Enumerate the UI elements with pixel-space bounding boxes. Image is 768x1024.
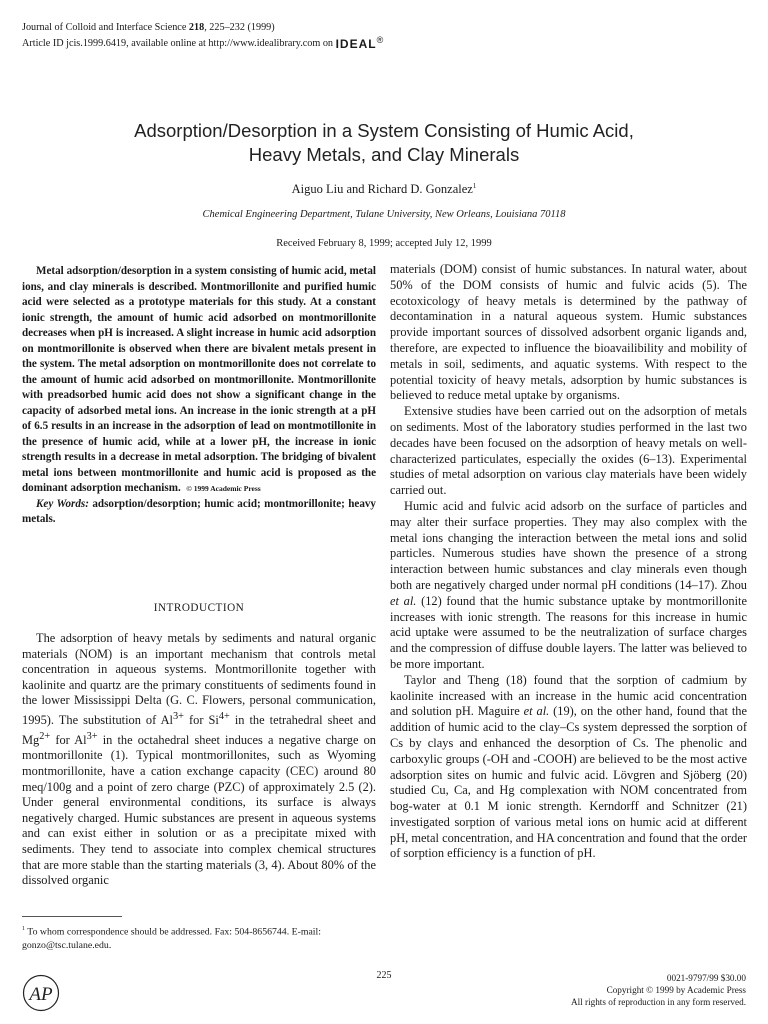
abstract-paragraph (22, 264, 376, 497)
footnote (22, 922, 376, 953)
publisher-copyright: Copyright © 1999 by Academic Press (606, 984, 746, 995)
article-id-line (22, 34, 384, 51)
keywords-label: Key Words: (36, 497, 89, 510)
intro-paragraph-1: The adsorption of heavy metals by sediments and natural organic materials (NOM) is an important mechanism that controls metal concentration in aqueous systems. Montmorillonite together with kaolinite and quartz are the primary constituents of sediments found in the lower Mississippi Delta (G. C. Flowers, personal communication, 1995). The substitution of $Al^{3+}$ for $Si^{4+}$ in the tetrahedral sheet and $Mg^{2+}$ for $Al^{3+}$ in the octahedral sheet induces a negative charge on montmorillonite (1). Typical montmorillonites, such as Wyoming montmorillonite, have a cation exchange capacity (CEC) around 80 meq/100g and a point of zero charge (PZC) of approximately 2.5 (2). Under general environmental conditions, its surface is always negatively charged. Humic substances are present in aqueous systems and can exist either in solution or as a precipitate mixed with sediments. They tend to associate into complex chemical structures that are more stable than the starting materials (3, 4). About 80% of the dissolved organic (22, 631, 376, 888)
left-column-body (22, 631, 376, 889)
ideal-logo-text: IDEAL (335, 37, 377, 51)
footnote-mark: 1 (22, 926, 25, 932)
introduction-heading: INTRODUCTION (153, 602, 245, 614)
copyright-block (571, 973, 746, 1008)
svg-text:AP: AP (29, 984, 53, 1005)
author-names: Aiguo Liu and Richard D. Gonzalez (291, 182, 473, 197)
journal-volume: 218 (188, 22, 205, 33)
right-paragraph-4: Taylor and Theng (18) found that the sorption of cadmium by kaolinite increased with an increase in the humic acid concentration and solution pH. Maguire et al. (19), on the other hand, found that the addition of humic acid to the clay–Cs system depressed the sorption of Cs by clays and enhanced the desorption of Cs. The phenolic and carboxylic groups (-OH and -COOH) are believed to be the most active adsorption sites on humic and fulvic acid. Lövgren and Sjöberg (20) studied Cu, Ca, and Hg complexation with NOM concentrated from bog-water at 0.1 M ionic strength. Kerndorff and Schnitzer (21) investigated sorption of various metal ions on humic acid at different pH, metal concentration, and HA concentration and found that the order of sorption efficiency is a function of pH. (390, 672, 747, 861)
right-paragraph-2: Extensive studies have been carried out on the adsorption of metals on sediments. Most of the laboratory studies performed in the last two decades have been focused on the adsorption of heavy metals on well-characterized particulates, especially the oxides (6–13). Experimental studies of metal adsorption on various clay materials have been widely carried out. (390, 404, 747, 498)
right-paragraph-3: Humic acid and fulvic acid adsorb on the surface of particles and may alter their surface properties. They may also complex with the metal ions changing the interaction between the metal ions and solid particles. Numerous studies have shown the presence of a strong interaction between humic substances and clay minerals even though both are negatively charged under normal pH conditions (14–17). Zhou et al. (12) found that the humic substance uptake by montmorillonite increases with ionic strength. The reasons for this increase in humic acid uptake were assumed to be the neutralization of surface charges and the compression of diffuse double layers. The latter was believed to be more important. (390, 498, 747, 671)
journal-pages: , 225–232 (1999) (204, 22, 275, 33)
keywords (22, 497, 376, 528)
affiliation: Chemical Engineering Department, Tulane University, New Orleans, Louisiana 70118 (202, 209, 566, 220)
issn-price: 0021-9797/99 $30.00 (666, 973, 746, 983)
right-paragraph-1: materials (DOM) consist of humic substances. In natural water, about 50% of the DOM consists of humic and fulvic acids (5). The ecotoxicology of heavy metals is determined by the pathway of decontamination in a natural aqueous system. Humic substances provide important sources of dissolved adsorbent organic ligands and, therefore, are expected to influence the bioavailibility and mobility of metals in soil, sediments, and aquatic systems. With respect to the potential toxicity of heavy metals, adsorption by humic substances is believed to reduce metal uptake by organisms. (390, 262, 747, 403)
article-id-text: Article ID jcis.1999.6419, available online at http://www.idealibrary.com on (22, 38, 336, 49)
ideal-logo (336, 34, 385, 51)
right-column-body (390, 262, 747, 862)
keywords-text: adsorption/desorption; humic acid; montmorillonite; heavy metals. (22, 497, 376, 525)
author-footnote-mark: 1 (472, 182, 477, 190)
abstract-copyright: © 1999 Academic Press (186, 484, 261, 493)
journal-name: Journal of Colloid and Interface Science (22, 22, 189, 33)
title-line-1: Adsorption/Desorption in a System Consisting of Humic Acid, (134, 120, 634, 141)
received-date: Received February 8, 1999; accepted July 12, 1999 (276, 238, 492, 249)
journal-citation (22, 21, 384, 34)
page-number: 225 (376, 970, 392, 981)
title-line-2: Heavy Metals, and Clay Minerals (248, 144, 520, 165)
footnote-text: To whom correspondence should be addressed. Fax: 504-8656744. E-mail: gonzo@tsc.tulane.edu. (22, 926, 321, 952)
rights-reserved: All rights of reproduction in any form reserved. (570, 996, 746, 1007)
abstract-text: Metal adsorption/desorption in a system consisting of humic acid, metal ions, and clay minerals is described. Montmorillonite and purified humic acid were selected as a prototype materials for this study. At a constant ionic strength, the amount of humic acid adsorbed on montmorillonite decreases when pH is increased. A slight increase in humic acid adsorption on montmorillonite is observed when there are bivalent metals present in the system. The metal adsorption on montmorillonite does not correlate to the amount of humic acid adsorbed on montmorillonite. Montmorillonite with preadsorbed humic acid does not show a significant change in the capacity of adsorbed metal ions. An increase in the ionic strength at a pH of 6.5 results in an increase in the adsorption of lead on montmotillonite in the presence of humic acid, while at a lower pH, the increase in ionic strength results in a decrease in metal adsorption. The bridging of bivalent metal ions between montmorillonite and humic acid is proposed as the dominant adsorption mechanism. (22, 265, 376, 494)
journal-header (22, 21, 384, 51)
authors (0, 182, 768, 197)
paper-title (0, 119, 768, 167)
registered-mark: ® (376, 35, 385, 45)
abstract (22, 264, 376, 528)
footnote-divider (22, 916, 122, 917)
